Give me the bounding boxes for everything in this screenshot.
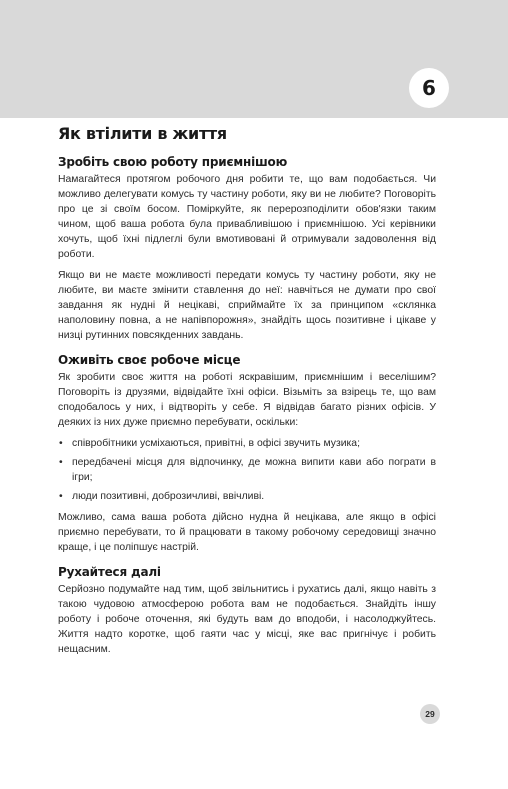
chapter-number-badge: 6	[409, 68, 449, 108]
page-content	[58, 124, 436, 663]
section-heading: Зробіть свою роботу приємнішою	[58, 155, 288, 169]
paragraph: Намагайтеся протягом робочого дня робити те, що вам подобається. Чи можливо делегувати комусь ту частину роботи, яку ви не любите? Поговоріть про це зі своїм босом. Поміркуйте, як перерозподілити обов'язки таким чином, щоб ваша робота була привабливішою і приємнішою. Усі керівники хочуть, щоб їхні підлеглі були вмотивовані й отримували задоволення від роботи.	[58, 174, 436, 260]
page-title: Як втілити в життя	[58, 124, 227, 143]
bullet-list	[58, 436, 436, 504]
paragraph: Якщо ви не маєте можливості передати комусь ту частину роботи, яку не любите, ви маєте змінити ставлення до неї: навчіться не думати про свої завдання як нудні й нецікаві, сприймайте їх за принципом «склянка наполовину повна, а не напівпорожня», знайдіть щось позитивне і цікаве у низці рутинних повсякденних завдань.	[58, 270, 436, 341]
list-item: • передбачені місця для відпочинку, де можна випити кави або пограти в ігри;	[58, 455, 436, 485]
list-item: • люди позитивні, доброзичливі, ввічливі.	[58, 489, 436, 504]
section-liven-workplace	[58, 353, 436, 555]
section-move-on	[58, 565, 436, 657]
section-heading: Рухайтеся далі	[58, 565, 161, 579]
list-item: • співробітники усміхаються, привітні, в офісі звучить музика;	[58, 436, 436, 451]
paragraph: Як зробити своє життя на роботі яскравішим, приємнішим і веселішим? Поговоріть із друзями, відвідайте їхні офіси. Візьміть за взірець те, що вам сподобалось у них, і відтворіть у себе. Я відвідав багато різних офісів. У деяких із них дуже приємно перебувати, оскільки:	[58, 372, 436, 428]
section-heading: Оживіть своє робоче місце	[58, 353, 241, 367]
page-number: 29	[420, 704, 440, 724]
section-make-work-pleasant	[58, 155, 436, 343]
paragraph: Можливо, сама ваша робота дійсно нудна й нецікава, але якщо в офісі приємно перебувати, то й працювати в такому робочому середовищі значно краще, і це поліпшує настрій.	[58, 512, 436, 553]
paragraph: Серйозно подумайте над тим, щоб звільнитись і рухатись далі, якщо навіть з такою чудовою атмосферою робота вам не подобається. Знайдіть іншу роботу і робоче оточення, які будуть вам до вподоби, і насолоджуйтесь. Життя надто коротке, щоб гаяти час у місці, яке вас пригнічує і робить нещасним.	[58, 584, 436, 655]
